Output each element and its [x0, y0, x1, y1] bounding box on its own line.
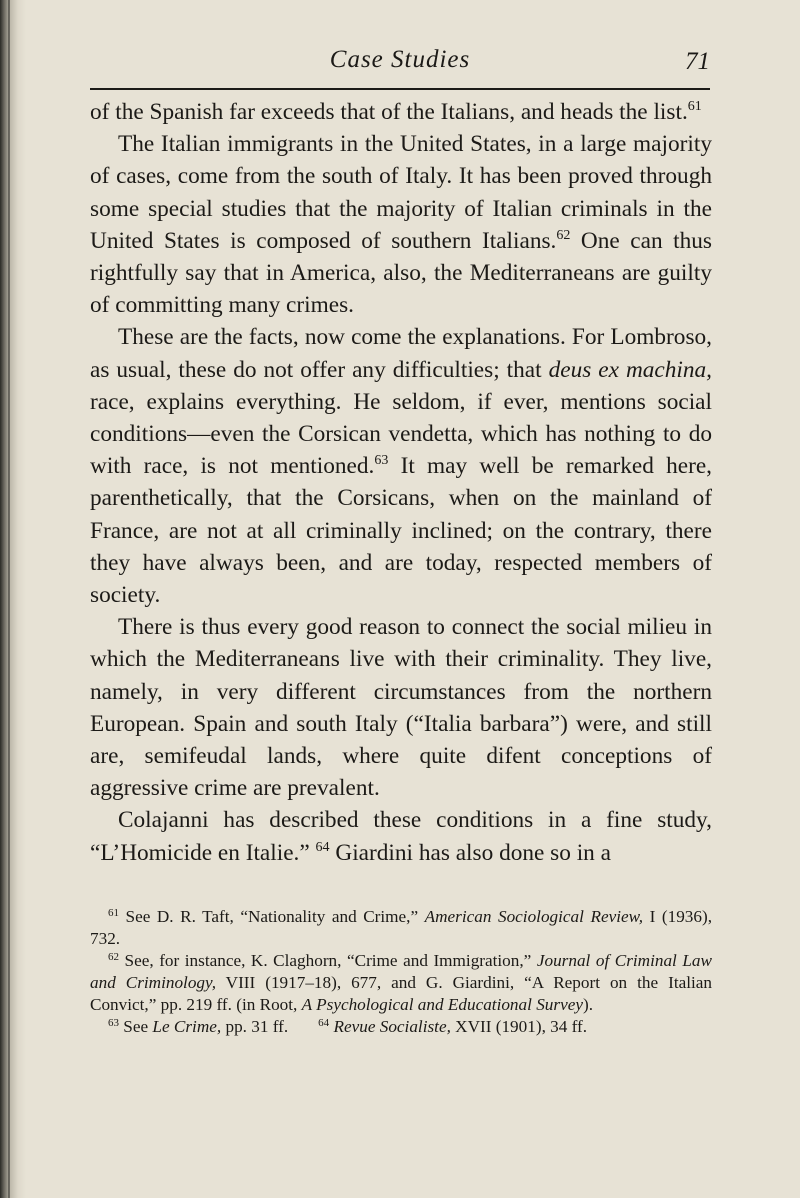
text-run: of the Spanish far exceeds that of the Italians, and heads the list. [90, 99, 688, 125]
binding-shadow [8, 0, 10, 1198]
text-run: Giardini has also done so in a [329, 839, 611, 866]
note-reference: 62 [108, 951, 119, 963]
footnote [318, 1016, 587, 1038]
text-run: These are the facts, now come the explanations. For Lombroso, as usual, these do not offer any difficulties; that [90, 324, 712, 383]
page-binding-edge [0, 0, 26, 1198]
paragraph [90, 804, 712, 868]
note-reference: 64 [315, 839, 330, 855]
text-run: XVII (1901), 34 ff. [450, 1017, 588, 1036]
text-run: It may well be remarked here, parenthetically, that the Corsicans, when on the mainland of France, are not at all criminally inclined; on the contrary, there they have always been, and are today, respected members of society. [90, 453, 712, 609]
text-run: Colajanni has described these conditions in a fine study, “L’Homicide en Italie.” [90, 807, 712, 866]
footnote-row [90, 1016, 712, 1038]
italic-text: deus ex machina, [548, 356, 712, 383]
footnotes [90, 906, 712, 1038]
paragraph [90, 96, 712, 128]
note-reference: 63 [108, 1017, 119, 1029]
note-reference: 64 [318, 1017, 330, 1029]
text-run: See D. R. Taft, “Nationality and Crime,” [119, 907, 425, 926]
note-reference: 61 [687, 99, 702, 114]
text-run: VIII (1917–18), 677, and G. Giardini, “A Report on the Italian Convict,” pp. 219 ff. (in Root, [90, 973, 712, 1014]
italic-text: American Sociological Review, [424, 907, 644, 926]
paragraph [90, 128, 712, 321]
text-run: The Italian immigrants in the United States, in a large majority of cases, come from the south of Italy. It has been proved through some special studies that the majority of Italian criminals in the United States is composed of southern Italians. [90, 131, 712, 254]
text-run: There is thus every good reason to connect the social milieu in which the Mediterraneans live with their criminality. They live, namely, in very different circumstances from the northern European. Spain and south Italy (“Italia barbara”) were, and still are, semifeudal lands, where quite difent conceptions of aggressive crime are prevalent. [90, 614, 712, 802]
text-run: pp. 31 ff. [221, 1017, 289, 1036]
italic-text: Journal of Criminal Law and Criminology, [90, 951, 712, 992]
text-run: See [119, 1017, 153, 1036]
footnote [90, 906, 712, 950]
footnote [90, 950, 712, 1016]
paragraph [90, 611, 712, 804]
text-run: I (1936), 732. [90, 907, 713, 948]
header-rule [90, 88, 710, 90]
note-reference: 63 [374, 453, 389, 469]
italic-text: Revue Socialiste, [333, 1017, 451, 1036]
italic-text: A Psychological and Educational Survey [301, 995, 583, 1014]
running-title: Case Studies [329, 46, 471, 73]
paragraph [90, 321, 712, 611]
note-reference: 61 [108, 907, 119, 919]
italic-text: Le Crime, [152, 1017, 222, 1036]
text-run: ). [582, 995, 593, 1014]
footnote [108, 1016, 288, 1038]
text-run: See, for instance, K. Claghorn, “Crime and Immigration,” [119, 951, 537, 970]
body-text [90, 96, 712, 869]
text-run: One can thus rightfully say that in America, also, the Mediterraneans are guilty of committing many crimes. [90, 227, 712, 319]
text-run: race, explains everything. He seldom, if ever, mentions social conditions—even the Corsican vendetta, which has nothing to do with race, is not mentioned. [90, 388, 712, 480]
running-head [90, 46, 710, 86]
note-reference: 62 [556, 227, 571, 243]
page-number: 71 [685, 48, 710, 75]
